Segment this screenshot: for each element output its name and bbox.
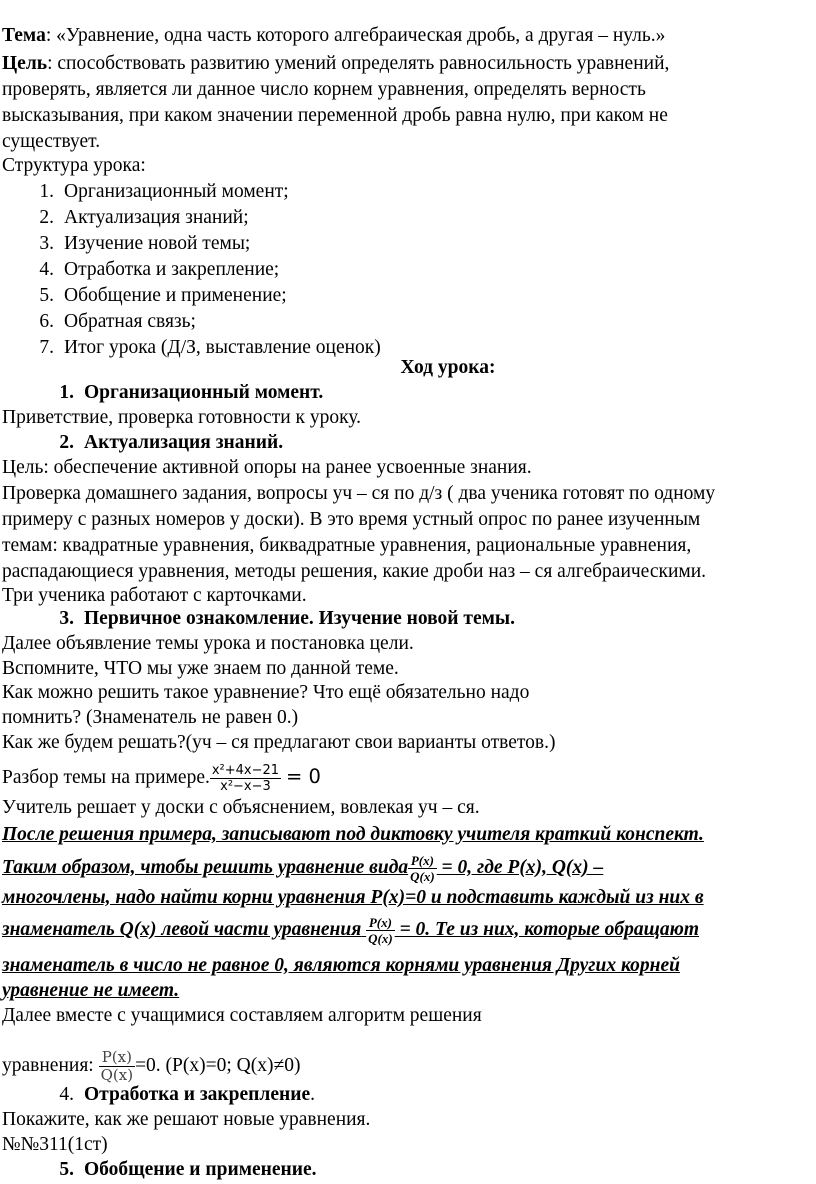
fraction-denominator: Q(x) bbox=[410, 869, 435, 885]
section-4-heading bbox=[44, 1082, 315, 1108]
section-1-title: Организационный момент. bbox=[84, 382, 324, 403]
goal-line-2: проверять, является ли данное число корнем уравнения, определять верность bbox=[2, 79, 646, 100]
topic-label: Тема bbox=[2, 25, 46, 46]
example-fraction bbox=[210, 764, 281, 793]
summary-line-4 bbox=[2, 910, 699, 950]
summary-text: Таким образом, чтобы решить уравнение вида bbox=[2, 857, 409, 878]
section-5-heading bbox=[44, 1157, 317, 1183]
summary-line-3: многочлены, надо найти корни уравнения P(x)=0 и подставить каждый из них в bbox=[2, 887, 704, 908]
algorithm-fraction bbox=[99, 1050, 135, 1083]
example-prefix: Разбор темы на примере. bbox=[2, 767, 210, 788]
structure-item: 2. Актуализация знаний; bbox=[39, 207, 249, 228]
example-denominator: x²−x−3 bbox=[220, 779, 271, 795]
summary-line-6: уравнение не имеет. bbox=[2, 980, 180, 1001]
section-3-number: 3. bbox=[59, 608, 74, 629]
structure-title: Структура урока: bbox=[2, 155, 146, 176]
section-1-number: 1. bbox=[59, 382, 74, 403]
section-1-heading bbox=[44, 380, 323, 406]
fraction-denominator: Q(x) bbox=[100, 1066, 134, 1084]
structure-item-text: Обобщение и применение; bbox=[64, 285, 287, 306]
structure-item: 6. Обратная связь; bbox=[39, 311, 196, 332]
section-1-text: Приветствие, проверка готовности к уроку. bbox=[2, 407, 361, 428]
structure-item: 5. Обобщение и применение; bbox=[39, 285, 287, 306]
section-4-dot: . bbox=[310, 1084, 315, 1105]
structure-item: 4. Отработка и закрепление; bbox=[39, 259, 280, 280]
summary-line-5: знаменатель в число не равное 0, являются корнями уравнения Других корней bbox=[2, 955, 680, 976]
structure-item: 7. Итог урока (Д/З, выставление оценок) bbox=[39, 337, 381, 358]
section-3-line: Как же будем решать?(уч – ся предлагают свои варианты ответов.) bbox=[2, 732, 556, 753]
goal-line-4: существует. bbox=[2, 131, 101, 152]
summary-fraction bbox=[366, 916, 395, 945]
fraction-numerator: P(x) bbox=[408, 854, 437, 869]
section-2-heading bbox=[44, 430, 283, 456]
fraction-denominator: Q(x) bbox=[368, 931, 393, 947]
section-4-line: №№311(1ст) bbox=[2, 1134, 108, 1155]
structure-item-text: Актуализация знаний; bbox=[64, 207, 249, 228]
section-4-number: 4. bbox=[59, 1084, 74, 1105]
structure-item: 3. Изучение новой темы; bbox=[39, 233, 251, 254]
section-3-title: Первичное ознакомление. Изучение новой темы. bbox=[84, 608, 515, 629]
example-numerator: x²+4x−21 bbox=[211, 763, 280, 779]
teacher-line: Учитель решает у доски с объяснением, вовлекая уч – ся. bbox=[2, 797, 480, 818]
example-rhs: = 0 bbox=[285, 765, 321, 788]
structure-item-text: Отработка и закрепление; bbox=[64, 259, 280, 280]
structure-item-text: Организационный момент; bbox=[64, 181, 289, 202]
section-3-heading bbox=[44, 606, 515, 632]
algorithm-line-1: Далее вместе с учащимися составляем алгоритм решения bbox=[2, 1005, 482, 1026]
section-2-line: Проверка домашнего задания, вопросы уч – ся по д/з ( два ученика готовят по одному bbox=[2, 483, 716, 504]
summary-fraction bbox=[408, 854, 437, 883]
topic-text: : «Уравнение, одна часть которого алгебраическая дробь, а другая – нуль.» bbox=[45, 25, 666, 46]
goal-line-1 bbox=[2, 51, 669, 77]
section-2-line: примеру с разных номеров у доски). В это время устный опрос по ранее изученным bbox=[2, 509, 701, 530]
section-3-line: помнить? (Знаменатель не равен 0.) bbox=[2, 707, 299, 728]
structure-item: 1. Организационный момент; bbox=[39, 181, 289, 202]
summary-line-2 bbox=[2, 848, 603, 888]
summary-text: знаменатель Q(x) левой части уравнения bbox=[2, 919, 362, 940]
section-2-line: распадающиеся уравнения, методы решения, какие дроби наз – ся алгебраическими. bbox=[2, 561, 707, 582]
structure-item-text: Итог урока (Д/З, выставление оценок) bbox=[64, 337, 381, 358]
goal-line-3: высказывания, при каком значении переменной дробь равна нулю, при каком не bbox=[2, 105, 668, 126]
section-3-line: Как можно решить такое уравнение? Что ещё обязательно надо bbox=[2, 682, 530, 703]
section-2-title: Актуализация знаний. bbox=[84, 432, 284, 453]
section-2-number: 2. bbox=[59, 432, 74, 453]
structure-item-text: Обратная связь; bbox=[64, 311, 196, 332]
algorithm-condition: =0. (P(x)=0; Q(x)≠0) bbox=[135, 1055, 301, 1076]
fraction-numerator: P(x) bbox=[366, 916, 395, 931]
goal-label: Цель bbox=[2, 53, 48, 74]
fraction-numerator: P(x) bbox=[99, 1050, 135, 1067]
example-line bbox=[2, 757, 321, 798]
section-5-number: 5. bbox=[59, 1159, 74, 1180]
section-2-line: Цель: обеспечение активной опоры на ранее усвоенные знания. bbox=[2, 457, 532, 478]
section-4-line: Покажите, как же решают новые уравнения. bbox=[2, 1109, 371, 1130]
section-3-line: Вспомните, ЧТО мы уже знаем по данной теме. bbox=[2, 658, 399, 679]
section-2-line: Три ученика работают с карточками. bbox=[2, 585, 307, 606]
section-4-title: Отработка и закрепление bbox=[84, 1084, 311, 1105]
summary-line-1: После решения примера, записывают под диктовку учителя краткий конспект. bbox=[2, 824, 704, 845]
section-2-line: темам: квадратные уравнения, биквадратные уравнения, рациональные уравнения, bbox=[2, 535, 692, 556]
summary-text: = 0. Те из них, которые обращают bbox=[399, 919, 700, 940]
section-5-title: Обобщение и применение. bbox=[84, 1159, 317, 1180]
section-3-line: Далее объявление темы урока и постановка цели. bbox=[2, 633, 414, 654]
course-heading: Ход урока: bbox=[400, 357, 496, 378]
structure-item-text: Изучение новой темы; bbox=[64, 233, 251, 254]
algorithm-text: уравнения: bbox=[2, 1055, 94, 1076]
goal-text: : способствовать развитию умений определять равносильность уравнений, bbox=[47, 53, 670, 74]
summary-text: = 0, где P(x), Q(x) – bbox=[441, 857, 604, 878]
topic-line bbox=[2, 23, 665, 49]
